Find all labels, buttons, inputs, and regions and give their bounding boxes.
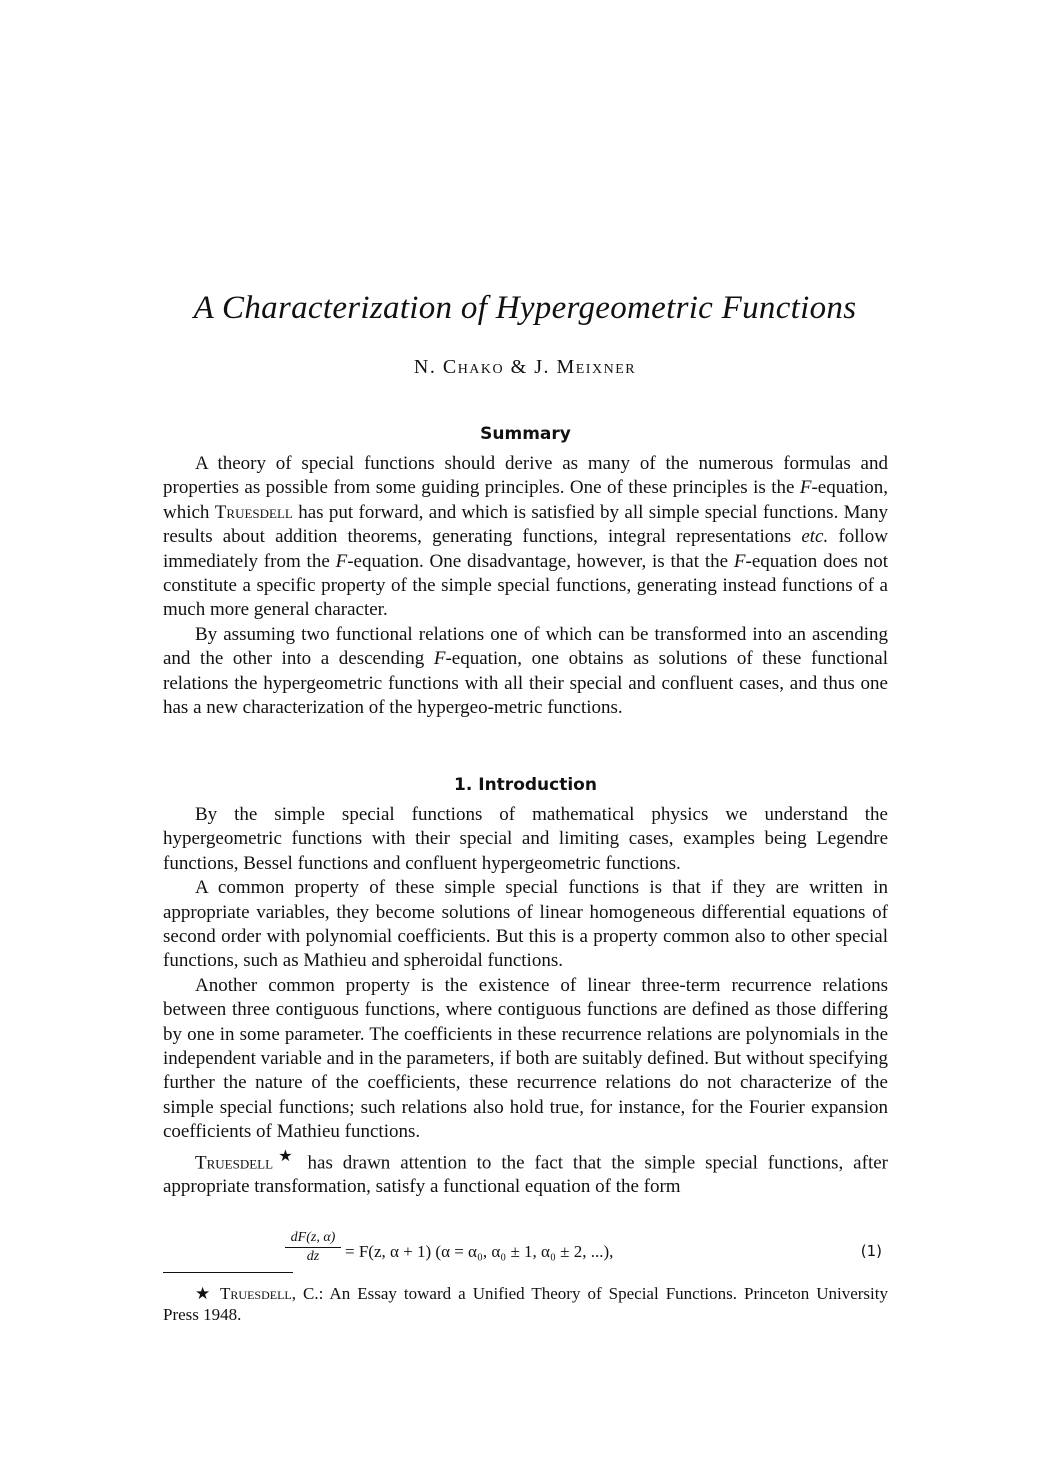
footnote-star: ★ (195, 1284, 214, 1303)
intro-paragraph: Another common property is the existence of linear three-term recurrence relations between three contiguous functions, where contiguous functions are defined as those differing by one in some parameter. The coefficients in these recurrence relations are polynomials in the independent variable and in the parameters, if both are suitably defined. But without specifying further the nature of the coefficients, these recurrence relations do not characterize of the simple special functions; such relations also hold true, for instance, for the Fourier expansion coefficients of Mathieu functions. (163, 974, 888, 1143)
summary-body (163, 452, 888, 720)
footnote-rule (163, 1272, 293, 1273)
equation-number: (1) (860, 1242, 882, 1260)
introduction-body (163, 803, 888, 1200)
footnote-text: , C.: An Essay toward a Unified Theory of Special Functions. Princeton University Press 1948. (163, 1284, 888, 1324)
fraction-denominator: dz (306, 1249, 320, 1264)
equation-1 (163, 1228, 888, 1278)
introduction-heading: 1. Introduction (454, 775, 597, 795)
fraction-numerator: dF(z, α) (285, 1230, 341, 1248)
footnote-author: Truesdell (220, 1284, 292, 1303)
summary-paragraph: A theory of special functions should derive as many of the numerous formulas and properties as possible from some guiding principles. One of these principles is the F-equation, which Truesdell has put forward, and which is satisfied by all simple special functions. Many results about addition theorems, generating functions, integral representations etc. follow immediately from the F-equation. One disadvantage, however, is that the F-equation does not constitute a specific property of the simple special functions, generating instead functions of a much more general character. (163, 453, 889, 621)
equation-rhs: = F(z, α + 1) (α = α₀, α₀ ± 1, α₀ ± 2, ...), (345, 1242, 614, 1261)
intro-paragraph: By the simple special functions of mathematical physics we understand the hypergeometric functions with their special and limiting cases, examples being Legendre functions, Bessel functions and confluent hypergeometric functions. (163, 804, 888, 874)
intro-paragraph: A common property of these simple special functions is that if they are written in appropriate variables, they become solutions of linear homogeneous differential equations of second order with polynomial coefficients. But this is a property common also to other special functions, such as Mathieu and spheroidal functions. (163, 877, 888, 972)
footnote-marker: ★ (273, 1147, 298, 1165)
footnote (163, 1283, 888, 1325)
equation-fraction (285, 1230, 341, 1265)
summary-heading: Summary (480, 424, 571, 444)
paper-title: A Characterization of Hypergeometric Functions (193, 290, 857, 326)
intro-paragraph: Truesdell★ has drawn attention to the fact that the simple special functions, after appropriate transformation, satisfy a functional equation of the form (163, 1147, 888, 1198)
summary-paragraph: By assuming two functional relations one of which can be transformed into an ascending and the other into a descending F-equation, one obtains as solutions of these functional relations the hypergeometric functions with all their special and confluent cases, and thus one has a new characterization of the hypergeo-metric functions. (163, 623, 888, 719)
paper-authors: N. Chako & J. Meixner (413, 356, 637, 378)
